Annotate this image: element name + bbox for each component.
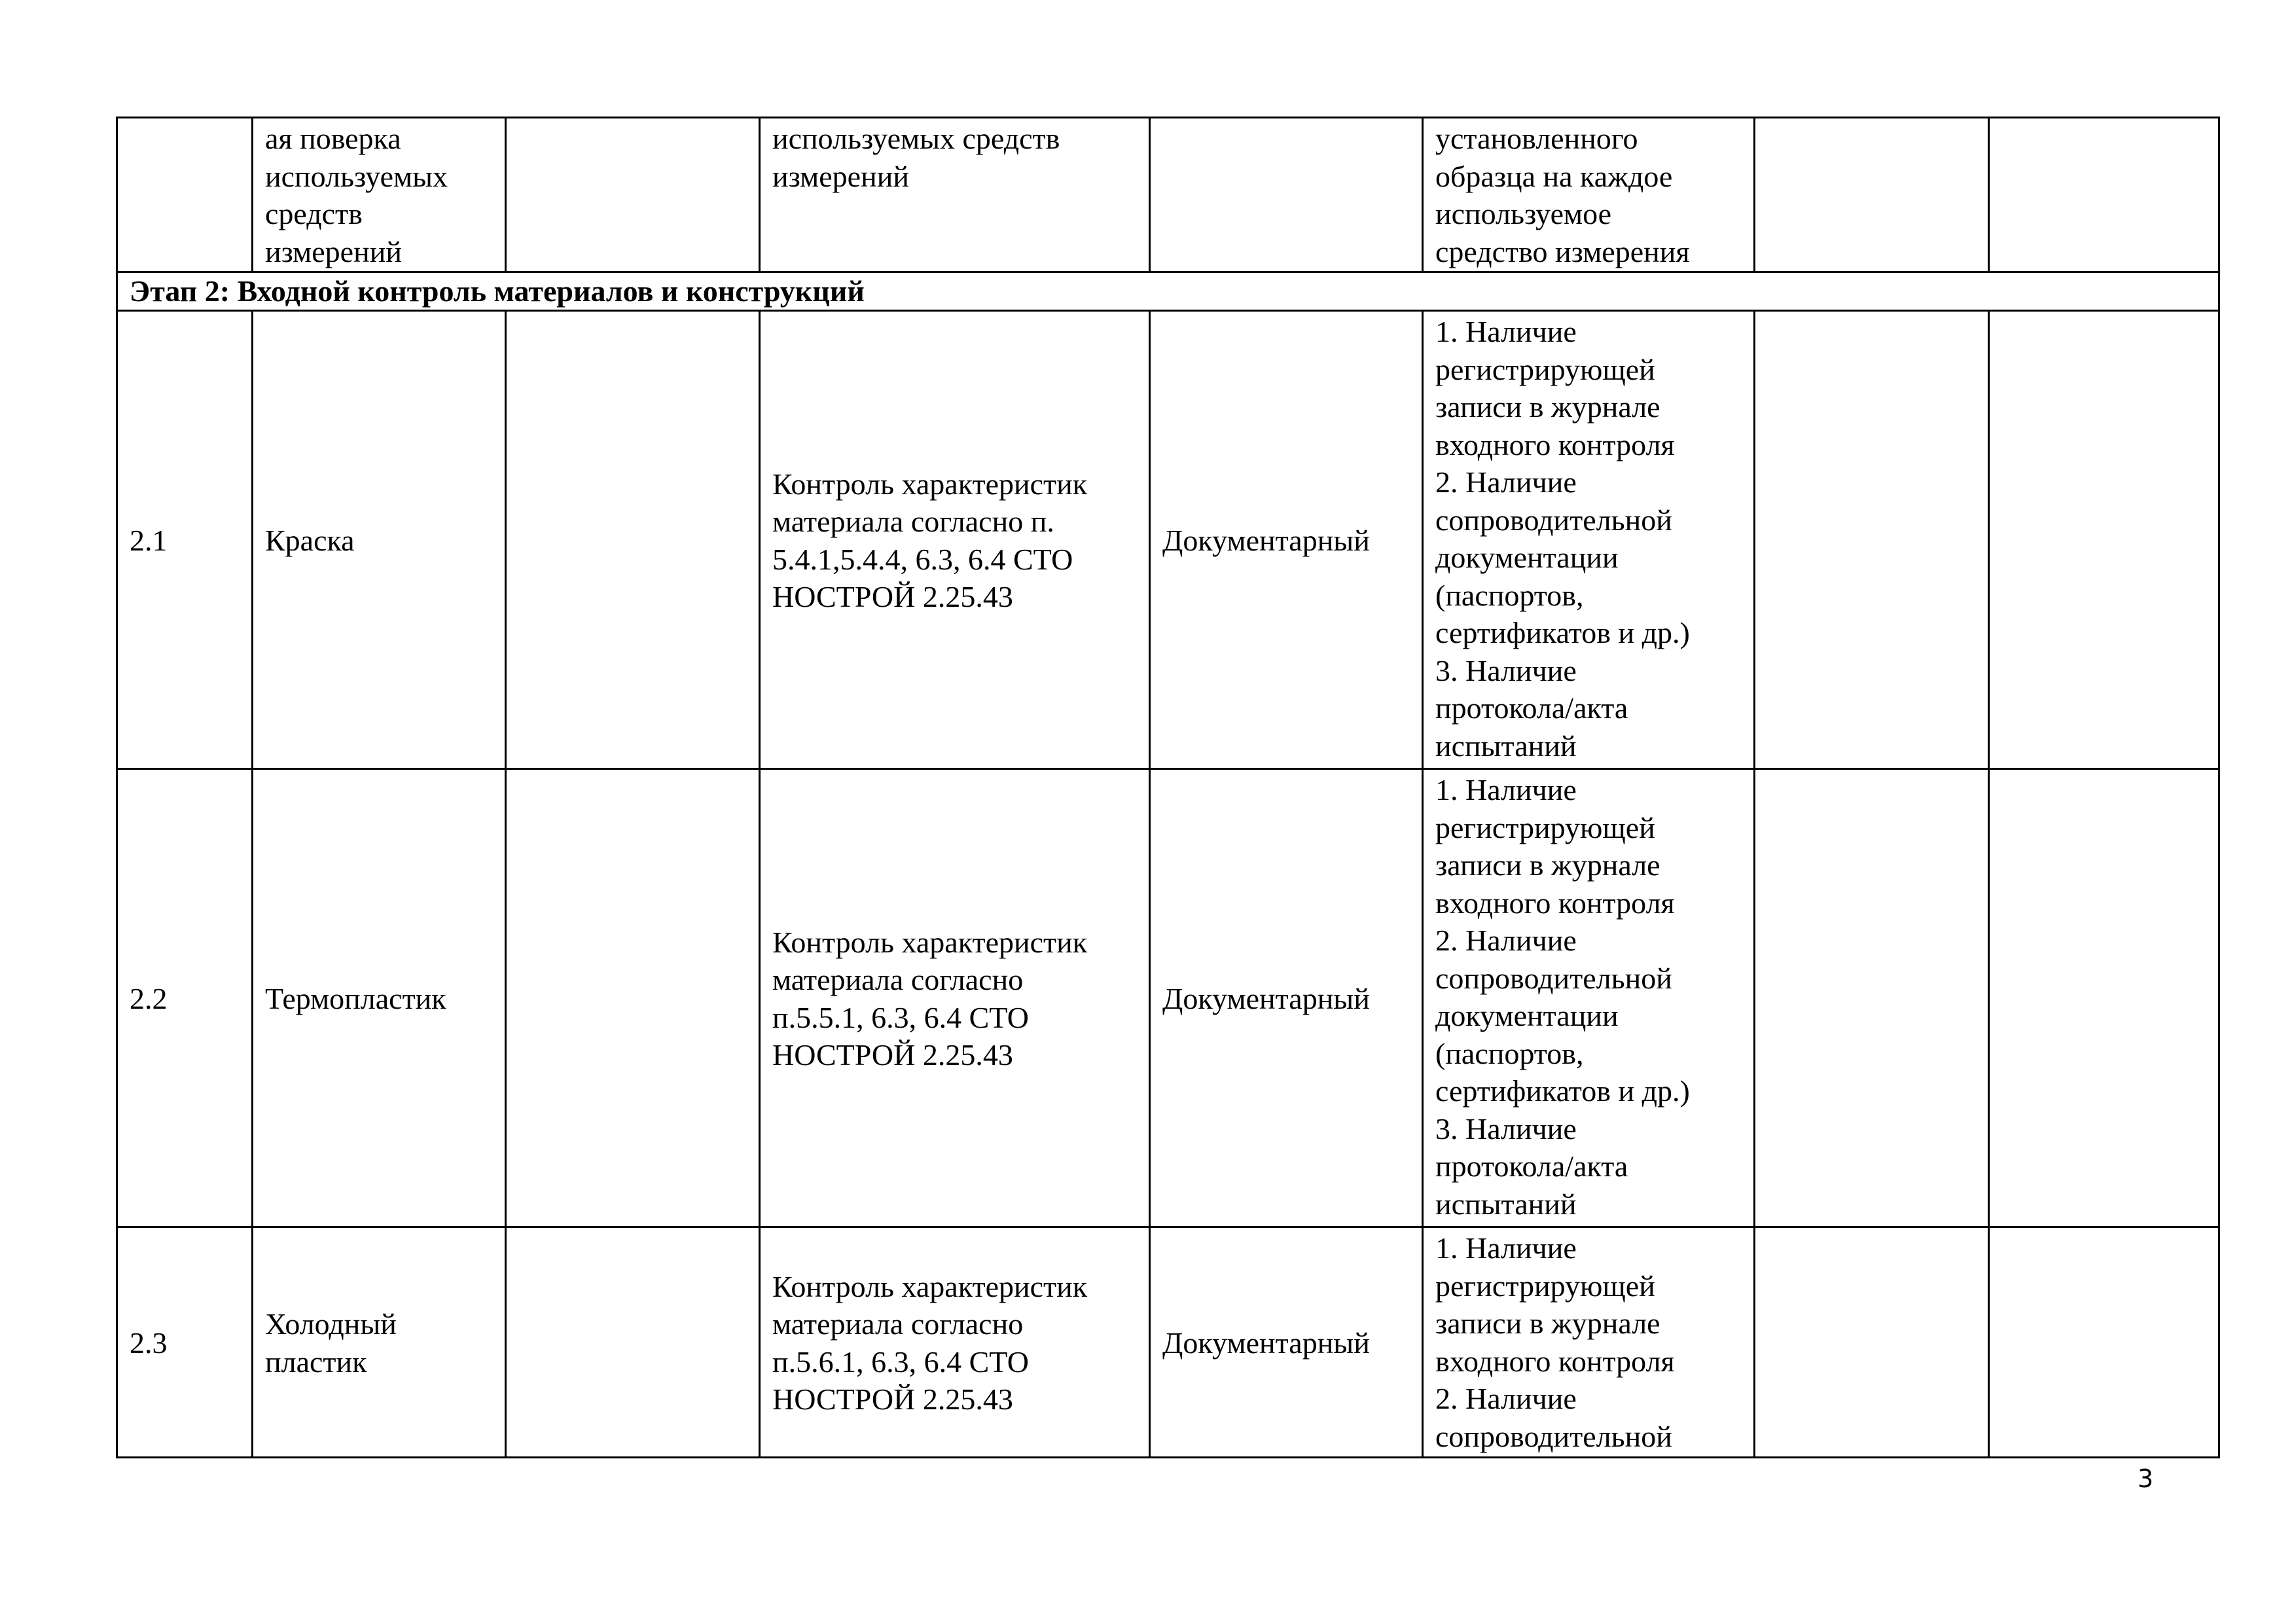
row-control	[760, 1227, 1150, 1458]
text-line: 5.4.1,5.4.4, 6.3, 6.4 СТО	[772, 542, 1073, 576]
table-row	[117, 311, 2219, 769]
text-line: НОСТРОЙ 2.25.43	[772, 580, 1013, 613]
row-requirements	[1423, 769, 1755, 1227]
text-line: входного контроля	[1435, 427, 1675, 461]
inspection-table	[116, 117, 2220, 1458]
row-method: Документарный	[1150, 1227, 1423, 1458]
text-line: п.5.5.1, 6.3, 6.4 СТО	[772, 1000, 1030, 1034]
page-number: 3	[2137, 1464, 2153, 1493]
text-line: пластик	[265, 1344, 367, 1379]
text-line: регистрирующей	[1435, 1269, 1655, 1303]
row-method: Документарный	[1150, 769, 1423, 1227]
text-line: сопроводительной	[1435, 961, 1672, 995]
continuation-row	[117, 118, 2219, 272]
text-line: 2. Наличие	[1435, 1382, 1577, 1415]
text-line: документации	[1435, 999, 1619, 1032]
text-line: 1. Наличие	[1435, 1231, 1577, 1265]
cell-number	[117, 118, 253, 272]
cell-empty	[1755, 769, 1989, 1227]
cell-control	[760, 118, 1150, 272]
text-line: Холодный	[265, 1307, 397, 1341]
text-line: измерений	[772, 159, 909, 193]
text-line: НОСТРОЙ 2.25.43	[772, 1382, 1013, 1416]
text-line: регистрирующей	[1435, 352, 1655, 386]
cell-empty	[506, 769, 760, 1227]
row-number: 2.1	[117, 311, 253, 769]
row-method: Документарный	[1150, 311, 1423, 769]
text-line: 1. Наличие	[1435, 773, 1577, 806]
text-line: образца на каждое	[1435, 159, 1673, 193]
row-requirements	[1423, 1227, 1755, 1458]
text-line: используемое	[1435, 197, 1612, 230]
text-line: материала согласно п.	[772, 505, 1054, 538]
cell-empty	[1989, 1227, 2219, 1458]
text-line: протокола/акта	[1435, 1149, 1628, 1183]
text-line: установленного	[1435, 122, 1638, 155]
cell-name	[253, 118, 506, 272]
text-line: Контроль характеристик	[772, 1269, 1088, 1303]
text-line: 3. Наличие	[1435, 1111, 1577, 1146]
text-line: 2. Наличие	[1435, 465, 1577, 499]
row-name	[253, 311, 506, 769]
text-line: используемых средств	[772, 122, 1060, 155]
cell-empty	[1989, 769, 2219, 1227]
row-control	[760, 769, 1150, 1227]
text-line: документации	[1435, 541, 1619, 574]
text-line: сертификатов и др.)	[1435, 1074, 1690, 1108]
text-line: средство измерения	[1435, 234, 1690, 268]
row-number: 2.3	[117, 1227, 253, 1458]
text-line: (паспортов,	[1435, 1036, 1584, 1070]
row-requirements	[1423, 311, 1755, 769]
cell-empty	[506, 1227, 760, 1458]
text-line: записи в журнале	[1435, 1307, 1660, 1340]
text-line: 1. Наличие	[1435, 315, 1577, 348]
text-line: измерений	[265, 234, 402, 268]
text-line: Термопластик	[265, 981, 446, 1015]
text-line: сертификатов и др.)	[1435, 616, 1690, 649]
text-line: входного контроля	[1435, 886, 1675, 920]
table-row	[117, 1227, 2219, 1458]
text-line: испытаний	[1435, 1187, 1577, 1221]
text-line: ая поверка	[265, 122, 401, 155]
row-name	[253, 1227, 506, 1458]
text-line: (паспортов,	[1435, 578, 1584, 612]
cell-empty	[506, 118, 760, 272]
text-line: Контроль характеристик	[772, 467, 1088, 501]
cell-empty	[1755, 311, 1989, 769]
text-line: 3. Наличие	[1435, 653, 1577, 687]
cell-empty	[1989, 311, 2219, 769]
cell-method	[1150, 118, 1423, 272]
text-line: Контроль характеристик	[772, 925, 1088, 959]
text-line: 2. Наличие	[1435, 924, 1577, 957]
text-line: записи в журнале	[1435, 848, 1660, 882]
text-line: протокола/акта	[1435, 691, 1628, 725]
text-line: используемых	[265, 159, 448, 193]
text-line: п.5.6.1, 6.3, 6.4 СТО	[772, 1344, 1030, 1379]
stage-header-row	[117, 272, 2219, 311]
row-number: 2.2	[117, 769, 253, 1227]
cell-empty	[1755, 1227, 1989, 1458]
text-line: НОСТРОЙ 2.25.43	[772, 1038, 1013, 1072]
text-line: материала согласно	[772, 963, 1024, 996]
table-row	[117, 769, 2219, 1227]
cell-empty	[1755, 118, 1989, 272]
cell-empty	[1989, 118, 2219, 272]
stage-header: Этап 2: Входной контроль материалов и конструкций	[117, 272, 2219, 311]
cell-empty	[506, 311, 760, 769]
text-line: испытаний	[1435, 729, 1577, 763]
text-line: средств	[265, 197, 363, 230]
row-name	[253, 769, 506, 1227]
text-line: сопроводительной	[1435, 1419, 1672, 1453]
text-line: записи в журнале	[1435, 390, 1660, 424]
text-line: Краска	[265, 523, 355, 557]
text-line: сопроводительной	[1435, 503, 1672, 537]
text-line: регистрирующей	[1435, 810, 1655, 844]
text-line: материала согласно	[772, 1307, 1024, 1341]
row-control	[760, 311, 1150, 769]
text-line: входного контроля	[1435, 1344, 1675, 1378]
cell-requirements	[1423, 118, 1755, 272]
